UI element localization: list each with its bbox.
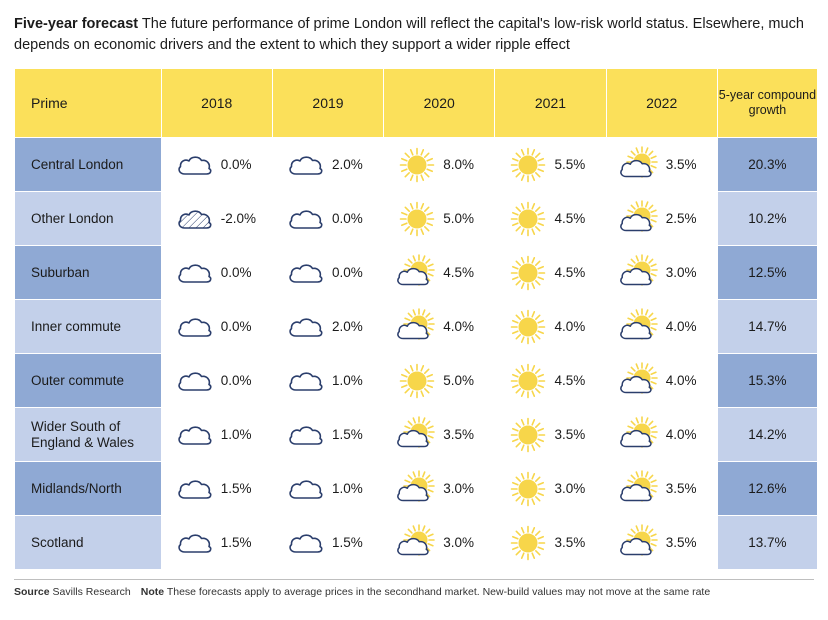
table-row bbox=[15, 462, 818, 516]
cell-content bbox=[607, 246, 717, 299]
forecast-cell bbox=[606, 138, 717, 192]
forecast-cell bbox=[606, 192, 717, 246]
cloud-icon bbox=[175, 523, 215, 563]
table-header bbox=[15, 69, 818, 138]
table-body bbox=[15, 138, 818, 570]
forecast-value: 8.0% bbox=[443, 157, 474, 172]
forecast-cell bbox=[495, 246, 606, 300]
forecast-cell bbox=[161, 354, 272, 408]
sun-icon bbox=[508, 469, 548, 509]
note-value: These forecasts apply to average prices in the secondhand market. New-build values may not move at the same rate bbox=[166, 586, 711, 598]
row-label: Central London bbox=[15, 138, 162, 192]
cloud-icon bbox=[175, 307, 215, 347]
forecast-value: 3.5% bbox=[665, 535, 697, 550]
cell-content bbox=[607, 408, 717, 461]
compound-growth-value: 15.3% bbox=[717, 354, 817, 408]
forecast-value: 3.5% bbox=[443, 427, 474, 442]
cloud-icon bbox=[175, 469, 215, 509]
cell-content bbox=[607, 516, 717, 569]
cell-content bbox=[384, 354, 494, 407]
cell-content bbox=[162, 354, 272, 407]
cell-content bbox=[607, 138, 717, 191]
column-header-2018: 2018 bbox=[161, 69, 272, 138]
forecast-cell bbox=[272, 138, 383, 192]
forecast-cell bbox=[384, 462, 495, 516]
sun-cloud-icon bbox=[397, 469, 437, 509]
forecast-cell bbox=[606, 516, 717, 570]
forecast-cell bbox=[272, 354, 383, 408]
forecast-value: 0.0% bbox=[220, 265, 252, 280]
sun-cloud-icon bbox=[397, 415, 437, 455]
compound-growth-value: 13.7% bbox=[717, 516, 817, 570]
forecast-value: 5.5% bbox=[554, 157, 586, 172]
cloud-icon bbox=[286, 361, 326, 401]
forecast-cell bbox=[161, 138, 272, 192]
forecast-value: 0.0% bbox=[331, 211, 363, 226]
headline-lead: Five-year forecast bbox=[14, 16, 139, 32]
row-label: Midlands/North bbox=[15, 462, 162, 516]
cell-content bbox=[384, 192, 494, 245]
cell-content bbox=[162, 138, 272, 191]
forecast-cell bbox=[495, 192, 606, 246]
column-header-prime: Prime bbox=[15, 69, 162, 138]
forecast-cell bbox=[495, 516, 606, 570]
row-label: Other London bbox=[15, 192, 162, 246]
forecast-value: 1.5% bbox=[331, 535, 363, 550]
cell-content bbox=[384, 246, 494, 299]
compound-growth-value: 14.7% bbox=[717, 300, 817, 354]
forecast-cell bbox=[495, 462, 606, 516]
cell-content bbox=[273, 462, 383, 515]
compound-growth-value: 12.6% bbox=[717, 462, 817, 516]
forecast-table bbox=[14, 68, 818, 570]
forecast-value: 1.0% bbox=[331, 373, 363, 388]
sun-icon bbox=[397, 361, 437, 401]
sun-cloud-icon bbox=[620, 307, 660, 347]
cell-content bbox=[162, 462, 272, 515]
cell-content bbox=[607, 354, 717, 407]
cloud-icon bbox=[286, 199, 326, 239]
forecast-cell bbox=[495, 300, 606, 354]
forecast-value: 2.5% bbox=[665, 211, 697, 226]
forecast-cell bbox=[272, 516, 383, 570]
forecast-value: -2.0% bbox=[220, 211, 257, 226]
forecast-value: 0.0% bbox=[220, 157, 252, 172]
cloud-icon bbox=[286, 307, 326, 347]
forecast-cell bbox=[384, 516, 495, 570]
forecast-cell bbox=[272, 462, 383, 516]
cloud-icon bbox=[286, 469, 326, 509]
table-row bbox=[15, 138, 818, 192]
sun-icon bbox=[508, 199, 548, 239]
sun-cloud-icon bbox=[620, 199, 660, 239]
forecast-cell bbox=[384, 246, 495, 300]
forecast-cell bbox=[161, 300, 272, 354]
forecast-value: 4.0% bbox=[554, 319, 586, 334]
forecast-value: 3.5% bbox=[665, 481, 697, 496]
source-label: Source bbox=[14, 586, 50, 598]
sun-cloud-icon bbox=[620, 415, 660, 455]
cell-content bbox=[495, 192, 605, 245]
cloud-icon bbox=[175, 361, 215, 401]
row-label: Wider South of England & Wales bbox=[15, 408, 162, 462]
headline-text: The future performance of prime London will reflect the capital's low-risk world status. Elsewhere, much depends on economic drivers and the extent to which they support a wider ripple effect bbox=[14, 16, 804, 53]
header-row bbox=[15, 69, 818, 138]
forecast-cell bbox=[161, 462, 272, 516]
cell-content bbox=[384, 516, 494, 569]
sun-icon bbox=[397, 199, 437, 239]
cell-content bbox=[273, 300, 383, 353]
forecast-cell bbox=[606, 354, 717, 408]
cloud-icon bbox=[175, 253, 215, 293]
forecast-cell bbox=[606, 408, 717, 462]
forecast-value: 3.0% bbox=[443, 481, 474, 496]
forecast-cell bbox=[161, 192, 272, 246]
cell-content bbox=[495, 516, 605, 569]
forecast-value: 5.0% bbox=[443, 373, 474, 388]
headline bbox=[14, 14, 816, 56]
cell-content bbox=[495, 300, 605, 353]
sun-icon bbox=[508, 145, 548, 185]
forecast-cell bbox=[384, 354, 495, 408]
note-label: Note bbox=[140, 586, 165, 598]
forecast-cell bbox=[272, 300, 383, 354]
table-row bbox=[15, 300, 818, 354]
sun-icon bbox=[508, 253, 548, 293]
cell-content bbox=[384, 138, 494, 191]
footer-note bbox=[14, 579, 814, 598]
forecast-value: 1.5% bbox=[220, 535, 252, 550]
forecast-cell bbox=[606, 462, 717, 516]
cell-content bbox=[495, 462, 605, 515]
cloud-icon bbox=[286, 145, 326, 185]
sun-cloud-icon bbox=[620, 469, 660, 509]
cell-content bbox=[607, 300, 717, 353]
forecast-value: 3.5% bbox=[554, 427, 586, 442]
table-row bbox=[15, 516, 818, 570]
cell-content bbox=[495, 246, 605, 299]
table-row bbox=[15, 408, 818, 462]
cloud-icon bbox=[286, 523, 326, 563]
row-label: Suburban bbox=[15, 246, 162, 300]
forecast-cell bbox=[384, 300, 495, 354]
cloud-icon bbox=[175, 415, 215, 455]
sun-cloud-icon bbox=[620, 253, 660, 293]
cell-content bbox=[384, 462, 494, 515]
forecast-value: 4.5% bbox=[554, 373, 586, 388]
cell-content bbox=[162, 192, 272, 245]
row-label: Inner commute bbox=[15, 300, 162, 354]
column-header-growth: 5-year compound growth bbox=[717, 69, 817, 138]
sun-cloud-icon bbox=[620, 145, 660, 185]
forecast-value: 0.0% bbox=[220, 319, 252, 334]
sun-icon bbox=[508, 523, 548, 563]
forecast-value: 3.5% bbox=[665, 157, 697, 172]
sun-icon bbox=[397, 145, 437, 185]
cell-content bbox=[273, 246, 383, 299]
cell-content bbox=[384, 300, 494, 353]
cell-content bbox=[495, 138, 605, 191]
row-label: Scotland bbox=[15, 516, 162, 570]
cell-content bbox=[162, 408, 272, 461]
forecast-value: 4.0% bbox=[665, 319, 697, 334]
forecast-cell bbox=[495, 354, 606, 408]
cell-content bbox=[162, 516, 272, 569]
column-header-2020: 2020 bbox=[384, 69, 495, 138]
forecast-value: 4.0% bbox=[665, 373, 697, 388]
column-header-2021: 2021 bbox=[495, 69, 606, 138]
cell-content bbox=[162, 246, 272, 299]
forecast-value: 3.5% bbox=[554, 535, 586, 550]
cell-content bbox=[607, 192, 717, 245]
forecast-value: 0.0% bbox=[220, 373, 252, 388]
forecast-cell bbox=[384, 138, 495, 192]
row-label: Outer commute bbox=[15, 354, 162, 408]
forecast-cell bbox=[272, 408, 383, 462]
cell-content bbox=[273, 408, 383, 461]
sun-icon bbox=[508, 361, 548, 401]
cell-content bbox=[607, 462, 717, 515]
forecast-cell bbox=[606, 246, 717, 300]
cell-content bbox=[162, 300, 272, 353]
forecast-value: 5.0% bbox=[443, 211, 474, 226]
cell-content bbox=[495, 408, 605, 461]
compound-growth-value: 10.2% bbox=[717, 192, 817, 246]
sun-cloud-icon bbox=[620, 523, 660, 563]
forecast-cell bbox=[495, 138, 606, 192]
cell-content bbox=[273, 354, 383, 407]
column-header-2019: 2019 bbox=[272, 69, 383, 138]
forecast-value: 3.0% bbox=[554, 481, 586, 496]
forecast-cell bbox=[272, 192, 383, 246]
sun-icon bbox=[508, 415, 548, 455]
compound-growth-value: 20.3% bbox=[717, 138, 817, 192]
forecast-value: 4.5% bbox=[554, 265, 586, 280]
sun-cloud-icon bbox=[620, 361, 660, 401]
forecast-cell bbox=[272, 246, 383, 300]
forecast-value: 4.5% bbox=[443, 265, 474, 280]
forecast-cell bbox=[495, 408, 606, 462]
forecast-value: 1.5% bbox=[220, 481, 252, 496]
forecast-cell bbox=[384, 192, 495, 246]
compound-growth-value: 12.5% bbox=[717, 246, 817, 300]
rain-cloud-icon bbox=[175, 199, 215, 239]
forecast-value: 1.0% bbox=[331, 481, 363, 496]
cell-content bbox=[273, 516, 383, 569]
forecast-cell bbox=[384, 408, 495, 462]
forecast-cell bbox=[161, 516, 272, 570]
sun-cloud-icon bbox=[397, 523, 437, 563]
cell-content bbox=[273, 192, 383, 245]
forecast-value: 0.0% bbox=[331, 265, 363, 280]
forecast-cell bbox=[161, 246, 272, 300]
forecast-cell bbox=[161, 408, 272, 462]
forecast-value: 4.0% bbox=[665, 427, 697, 442]
forecast-value: 4.0% bbox=[443, 319, 474, 334]
forecast-cell bbox=[606, 300, 717, 354]
sun-cloud-icon bbox=[397, 307, 437, 347]
table-row bbox=[15, 246, 818, 300]
cell-content bbox=[384, 408, 494, 461]
forecast-value: 2.0% bbox=[331, 157, 363, 172]
forecast-value: 4.5% bbox=[554, 211, 586, 226]
forecast-value: 1.5% bbox=[331, 427, 363, 442]
sun-cloud-icon bbox=[397, 253, 437, 293]
cloud-icon bbox=[286, 253, 326, 293]
sun-icon bbox=[508, 307, 548, 347]
table-row bbox=[15, 192, 818, 246]
table-row bbox=[15, 354, 818, 408]
forecast-value: 3.0% bbox=[443, 535, 474, 550]
forecast-value: 2.0% bbox=[331, 319, 363, 334]
cell-content bbox=[495, 354, 605, 407]
cloud-icon bbox=[175, 145, 215, 185]
source-value: Savills Research bbox=[52, 586, 131, 598]
column-header-2022: 2022 bbox=[606, 69, 717, 138]
forecast-value: 1.0% bbox=[220, 427, 252, 442]
cell-content bbox=[273, 138, 383, 191]
compound-growth-value: 14.2% bbox=[717, 408, 817, 462]
forecast-value: 3.0% bbox=[665, 265, 697, 280]
cloud-icon bbox=[286, 415, 326, 455]
